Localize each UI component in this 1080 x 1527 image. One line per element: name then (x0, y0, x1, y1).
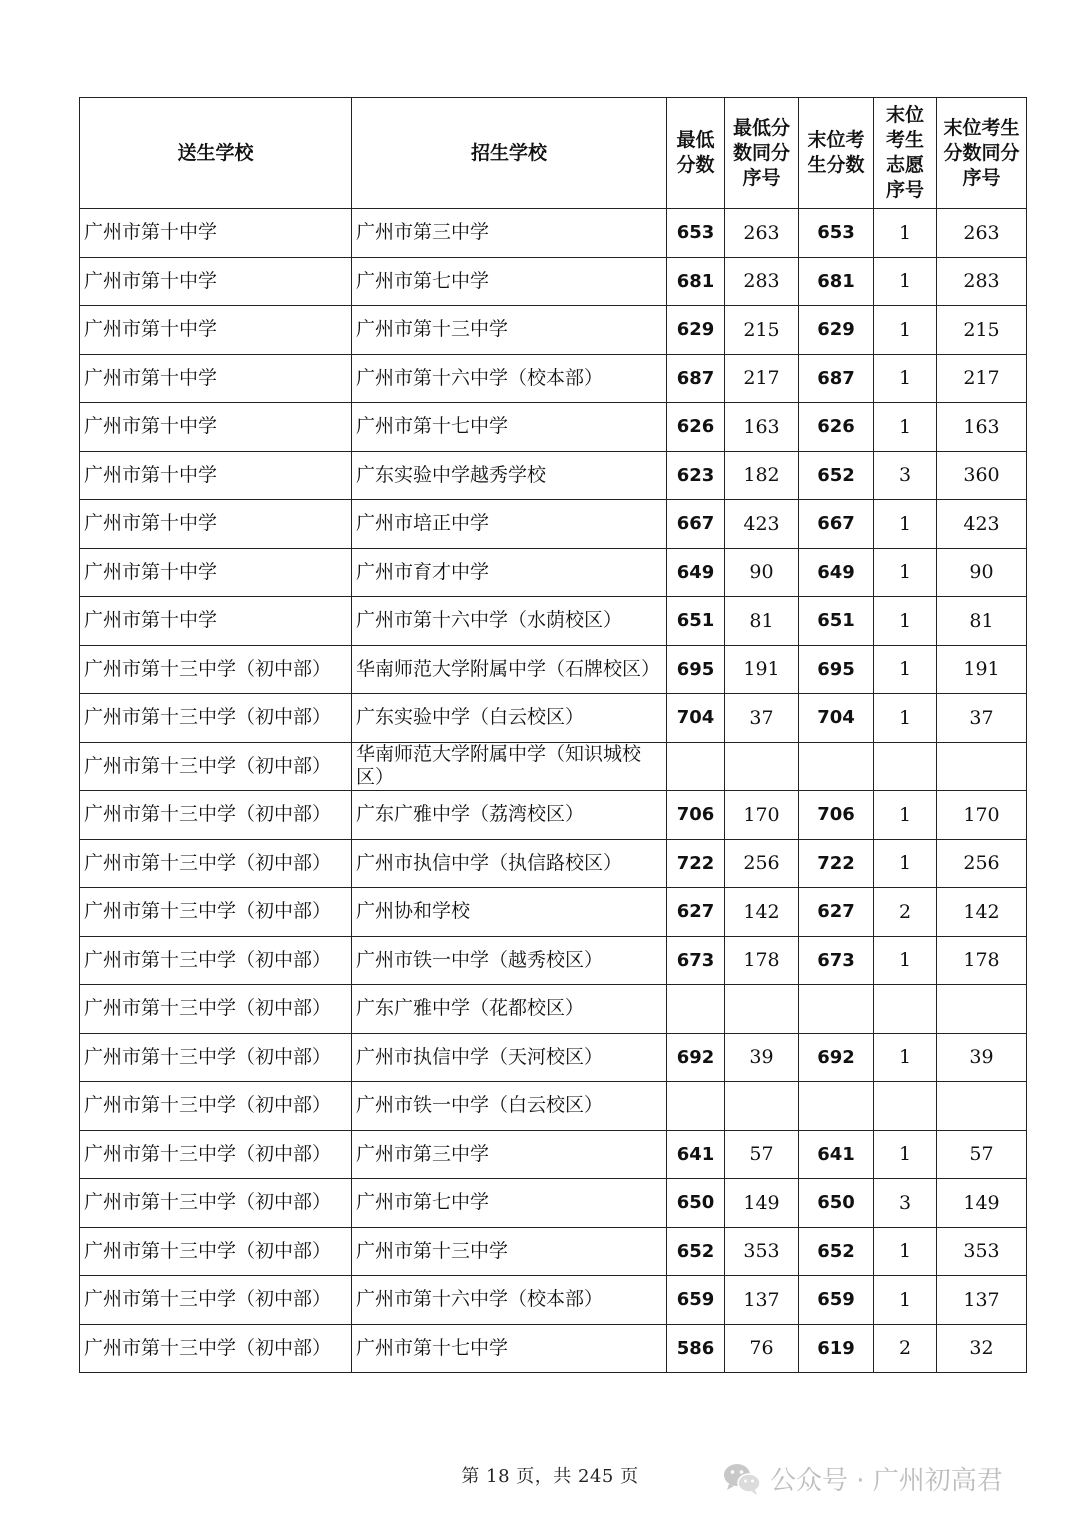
cell-send-school: 广州市第十三中学（初中部） (80, 694, 352, 743)
cell-min-score-rank: 149 (725, 1179, 799, 1228)
cell-min-score-rank: 90 (725, 548, 799, 597)
cell-last-score: 653 (799, 209, 874, 258)
table-body (80, 209, 1027, 1373)
cell-min-score: 626 (667, 403, 725, 452)
cell-send-school: 广州市第十中学 (80, 209, 352, 258)
cell-last-choice: 1 (874, 257, 937, 306)
cell-recruit-school: 广州市第十六中学（校本部） (352, 354, 667, 403)
cell-last-rank: 263 (937, 209, 1027, 258)
header-last-rank: 末位考生分数同分序号 (937, 98, 1027, 209)
cell-send-school: 广州市第十三中学（初中部） (80, 839, 352, 888)
cell-last-rank (937, 1082, 1027, 1131)
cell-recruit-school: 广州市第三中学 (352, 209, 667, 258)
cell-min-score (667, 1082, 725, 1131)
cell-send-school: 广州市第十三中学（初中部） (80, 936, 352, 985)
cell-min-score: 659 (667, 1276, 725, 1325)
header-last-score: 末位考生分数 (799, 98, 874, 209)
cell-last-score: 722 (799, 839, 874, 888)
cell-last-score: 641 (799, 1130, 874, 1179)
cell-min-score (667, 742, 725, 791)
cell-recruit-school: 广东广雅中学（荔湾校区） (352, 791, 667, 840)
cell-min-score-rank (725, 1082, 799, 1131)
cell-last-score: 649 (799, 548, 874, 597)
cell-min-score-rank: 191 (725, 645, 799, 694)
table-row (80, 645, 1027, 694)
table-row (80, 451, 1027, 500)
cell-recruit-school: 广州市培正中学 (352, 500, 667, 549)
table-row (80, 209, 1027, 258)
cell-min-score: 653 (667, 209, 725, 258)
table-row (80, 1082, 1027, 1131)
cell-min-score-rank: 283 (725, 257, 799, 306)
table-row (80, 257, 1027, 306)
cell-last-choice: 1 (874, 306, 937, 355)
cell-min-score-rank: 263 (725, 209, 799, 258)
cell-send-school: 广州市第十中学 (80, 354, 352, 403)
cell-min-score: 651 (667, 597, 725, 646)
cell-min-score: 692 (667, 1033, 725, 1082)
cell-last-score: 651 (799, 597, 874, 646)
table-row (80, 548, 1027, 597)
cell-last-choice: 1 (874, 645, 937, 694)
cell-recruit-school: 广州市执信中学（执信路校区） (352, 839, 667, 888)
cell-last-rank: 81 (937, 597, 1027, 646)
header-send-school: 送生学校 (80, 98, 352, 209)
cell-last-score: 687 (799, 354, 874, 403)
table-row (80, 1179, 1027, 1228)
cell-min-score: 687 (667, 354, 725, 403)
cell-min-score-rank: 217 (725, 354, 799, 403)
cell-last-choice (874, 985, 937, 1034)
table-row (80, 839, 1027, 888)
cell-last-choice: 1 (874, 1130, 937, 1179)
table-row (80, 1276, 1027, 1325)
table-row (80, 1324, 1027, 1373)
cell-min-score-rank: 57 (725, 1130, 799, 1179)
cell-last-rank: 39 (937, 1033, 1027, 1082)
cell-last-choice: 1 (874, 1227, 937, 1276)
table-row (80, 403, 1027, 452)
cell-min-score: 695 (667, 645, 725, 694)
cell-recruit-school: 广州市第七中学 (352, 1179, 667, 1228)
cell-recruit-school: 广州市育才中学 (352, 548, 667, 597)
cell-last-choice: 1 (874, 548, 937, 597)
cell-min-score-rank: 76 (725, 1324, 799, 1373)
cell-last-score: 652 (799, 1227, 874, 1276)
table-row (80, 888, 1027, 937)
cell-min-score-rank: 178 (725, 936, 799, 985)
cell-min-score-rank: 81 (725, 597, 799, 646)
table-row (80, 354, 1027, 403)
cell-min-score: 627 (667, 888, 725, 937)
cell-last-choice: 2 (874, 1324, 937, 1373)
cell-min-score-rank: 182 (725, 451, 799, 500)
cell-last-rank (937, 985, 1027, 1034)
cell-send-school: 广州市第十三中学（初中部） (80, 645, 352, 694)
table-row (80, 306, 1027, 355)
page-number: 第 18 页，共 245 页 (461, 1466, 639, 1487)
table-row (80, 1130, 1027, 1179)
cell-min-score: 722 (667, 839, 725, 888)
table-row (80, 936, 1027, 985)
cell-send-school: 广州市第十中学 (80, 500, 352, 549)
cell-last-score: 659 (799, 1276, 874, 1325)
header-last-choice: 末位考生志愿序号 (874, 98, 937, 209)
cell-min-score: 673 (667, 936, 725, 985)
cell-recruit-school: 广州市第七中学 (352, 257, 667, 306)
cell-last-rank: 215 (937, 306, 1027, 355)
cell-last-score: 667 (799, 500, 874, 549)
table-row (80, 985, 1027, 1034)
cell-last-choice: 1 (874, 791, 937, 840)
cell-last-rank: 353 (937, 1227, 1027, 1276)
cell-recruit-school: 广州市第十三中学 (352, 306, 667, 355)
cell-min-score-rank: 163 (725, 403, 799, 452)
cell-send-school: 广州市第十三中学（初中部） (80, 742, 352, 791)
cell-send-school: 广州市第十中学 (80, 403, 352, 452)
cell-last-choice: 1 (874, 839, 937, 888)
cell-min-score (667, 985, 725, 1034)
cell-min-score: 641 (667, 1130, 725, 1179)
cell-recruit-school: 广州市第十七中学 (352, 1324, 667, 1373)
cell-recruit-school: 广东实验中学越秀学校 (352, 451, 667, 500)
cell-send-school: 广州市第十三中学（初中部） (80, 985, 352, 1034)
cell-send-school: 广州市第十中学 (80, 306, 352, 355)
header-recruit-school: 招生学校 (352, 98, 667, 209)
cell-last-rank: 137 (937, 1276, 1027, 1325)
cell-recruit-school: 华南师范大学附属中学（知识城校区） (352, 742, 667, 791)
cell-recruit-school: 广州市第三中学 (352, 1130, 667, 1179)
cell-last-choice: 3 (874, 1179, 937, 1228)
cell-recruit-school: 广州市执信中学（天河校区） (352, 1033, 667, 1082)
cell-last-rank: 57 (937, 1130, 1027, 1179)
cell-min-score-rank: 423 (725, 500, 799, 549)
cell-recruit-school: 广东实验中学（白云校区） (352, 694, 667, 743)
cell-send-school: 广州市第十三中学（初中部） (80, 1276, 352, 1325)
cell-send-school: 广州市第十三中学（初中部） (80, 1082, 352, 1131)
cell-last-choice: 2 (874, 888, 937, 937)
cell-last-score: 692 (799, 1033, 874, 1082)
cell-last-rank: 178 (937, 936, 1027, 985)
cell-last-choice: 1 (874, 403, 937, 452)
cell-last-choice (874, 742, 937, 791)
cell-last-score: 704 (799, 694, 874, 743)
cell-min-score: 629 (667, 306, 725, 355)
cell-recruit-school: 广东广雅中学（花都校区） (352, 985, 667, 1034)
cell-last-rank: 163 (937, 403, 1027, 452)
cell-last-score: 695 (799, 645, 874, 694)
cell-last-rank: 423 (937, 500, 1027, 549)
cell-send-school: 广州市第十中学 (80, 257, 352, 306)
cell-last-choice: 1 (874, 500, 937, 549)
cell-min-score: 706 (667, 791, 725, 840)
cell-send-school: 广州市第十三中学（初中部） (80, 1179, 352, 1228)
cell-min-score: 650 (667, 1179, 725, 1228)
cell-last-choice: 1 (874, 694, 937, 743)
cell-send-school: 广州市第十中学 (80, 548, 352, 597)
cell-last-rank: 191 (937, 645, 1027, 694)
cell-last-score: 673 (799, 936, 874, 985)
cell-send-school: 广州市第十三中学（初中部） (80, 1033, 352, 1082)
cell-recruit-school: 广州市铁一中学（白云校区） (352, 1082, 667, 1131)
cell-last-choice: 1 (874, 597, 937, 646)
cell-last-choice (874, 1082, 937, 1131)
cell-send-school: 广州市第十中学 (80, 451, 352, 500)
cell-min-score: 623 (667, 451, 725, 500)
cell-send-school: 广州市第十三中学（初中部） (80, 791, 352, 840)
cell-min-score-rank: 170 (725, 791, 799, 840)
cell-last-score: 681 (799, 257, 874, 306)
cell-send-school: 广州市第十中学 (80, 597, 352, 646)
cell-last-score: 652 (799, 451, 874, 500)
cell-last-rank: 149 (937, 1179, 1027, 1228)
table-row (80, 500, 1027, 549)
cell-send-school: 广州市第十三中学（初中部） (80, 1324, 352, 1373)
cell-min-score: 681 (667, 257, 725, 306)
table-row (80, 1227, 1027, 1276)
cell-min-score-rank: 142 (725, 888, 799, 937)
cell-last-rank: 32 (937, 1324, 1027, 1373)
cell-min-score-rank: 215 (725, 306, 799, 355)
cell-last-rank: 256 (937, 839, 1027, 888)
cell-recruit-school: 广州市第十六中学（校本部） (352, 1276, 667, 1325)
cell-min-score: 586 (667, 1324, 725, 1373)
cell-last-rank: 37 (937, 694, 1027, 743)
cell-min-score-rank (725, 742, 799, 791)
cell-recruit-school: 广州市铁一中学（越秀校区） (352, 936, 667, 985)
cell-last-score (799, 1082, 874, 1131)
cell-last-rank: 360 (937, 451, 1027, 500)
cell-last-score (799, 742, 874, 791)
cell-recruit-school: 广州市第十六中学（水荫校区） (352, 597, 667, 646)
cell-min-score-rank: 137 (725, 1276, 799, 1325)
cell-recruit-school: 广州协和学校 (352, 888, 667, 937)
cell-send-school: 广州市第十三中学（初中部） (80, 1130, 352, 1179)
cell-last-rank: 170 (937, 791, 1027, 840)
cell-last-rank: 90 (937, 548, 1027, 597)
cell-last-score: 650 (799, 1179, 874, 1228)
cell-send-school: 广州市第十三中学（初中部） (80, 1227, 352, 1276)
cell-min-score-rank: 256 (725, 839, 799, 888)
cell-last-score: 706 (799, 791, 874, 840)
cell-last-choice: 1 (874, 1033, 937, 1082)
cell-min-score-rank: 353 (725, 1227, 799, 1276)
cell-last-rank: 142 (937, 888, 1027, 937)
header-min-score-rank: 最低分数同分序号 (725, 98, 799, 209)
cell-min-score: 667 (667, 500, 725, 549)
cell-last-choice: 1 (874, 1276, 937, 1325)
cell-min-score: 649 (667, 548, 725, 597)
header-min-score: 最低分数 (667, 98, 725, 209)
cell-last-score: 629 (799, 306, 874, 355)
cell-last-rank: 217 (937, 354, 1027, 403)
cell-last-choice: 3 (874, 451, 937, 500)
table-row (80, 742, 1027, 791)
cell-min-score-rank: 39 (725, 1033, 799, 1082)
cell-recruit-school: 广州市第十三中学 (352, 1227, 667, 1276)
cell-last-rank: 283 (937, 257, 1027, 306)
table-row (80, 791, 1027, 840)
wechat-icon (722, 1462, 762, 1496)
cell-last-score: 619 (799, 1324, 874, 1373)
cell-last-choice: 1 (874, 209, 937, 258)
table-row (80, 1033, 1027, 1082)
cell-send-school: 广州市第十三中学（初中部） (80, 888, 352, 937)
cell-last-choice: 1 (874, 354, 937, 403)
cell-last-choice: 1 (874, 936, 937, 985)
cell-min-score-rank (725, 985, 799, 1034)
cell-min-score: 704 (667, 694, 725, 743)
table-header-row (80, 98, 1027, 209)
cell-last-score (799, 985, 874, 1034)
table-row (80, 597, 1027, 646)
admission-score-table (79, 97, 1027, 1373)
cell-min-score-rank: 37 (725, 694, 799, 743)
table-row (80, 694, 1027, 743)
watermark-text: 公众号 · 广州初高君 (770, 1466, 1003, 1496)
cell-recruit-school: 华南师范大学附属中学（石牌校区） (352, 645, 667, 694)
cell-last-score: 627 (799, 888, 874, 937)
watermark (722, 1460, 1003, 1497)
cell-min-score: 652 (667, 1227, 725, 1276)
cell-last-score: 626 (799, 403, 874, 452)
cell-last-rank (937, 742, 1027, 791)
cell-recruit-school: 广州市第十七中学 (352, 403, 667, 452)
